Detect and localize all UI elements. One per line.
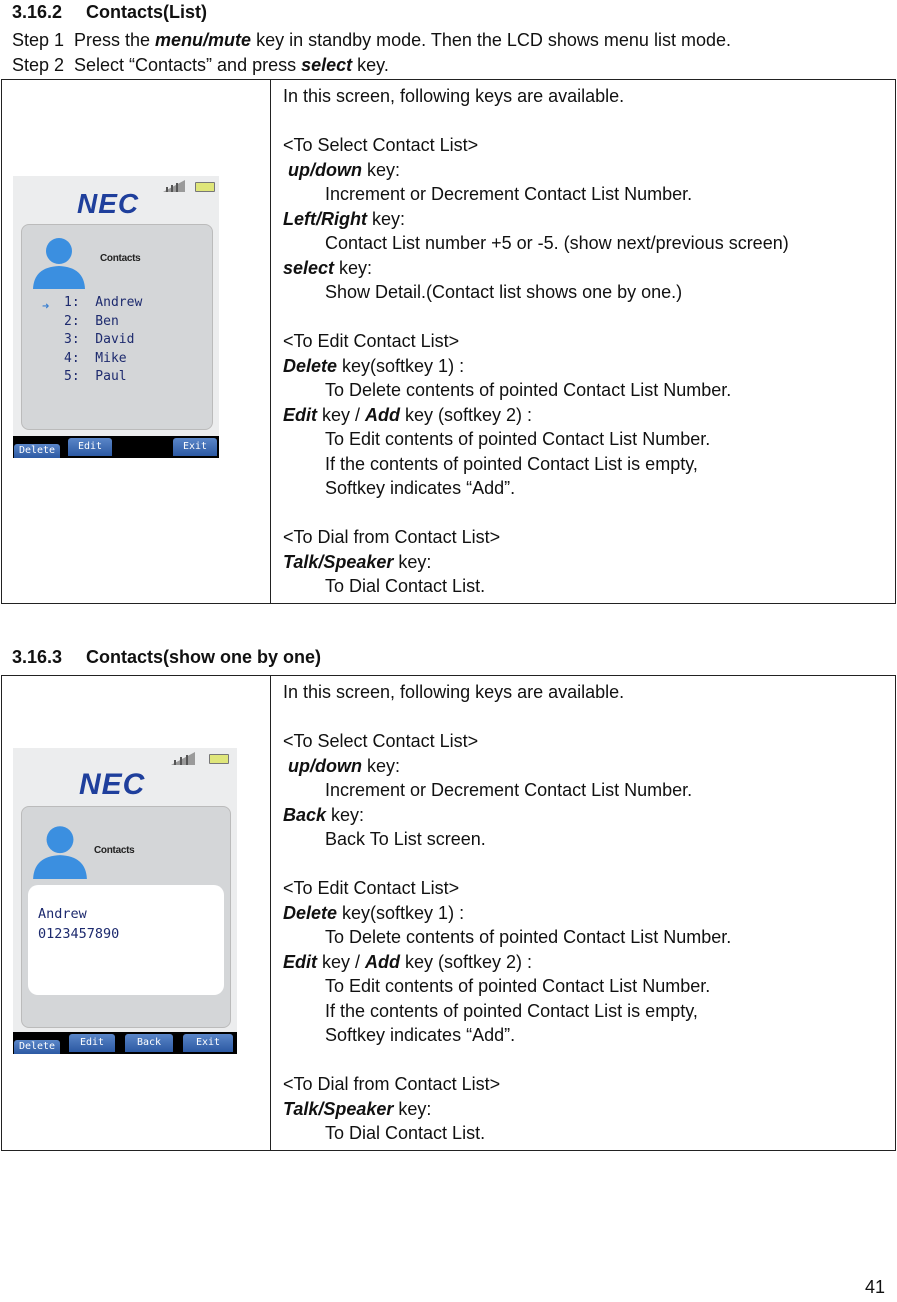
section-title: Contacts(List): [86, 2, 207, 22]
nec-logo: NEC: [79, 768, 146, 801]
softkey-exit[interactable]: Exit: [173, 438, 217, 456]
phone-screen-contact-detail: [13, 748, 237, 1054]
key-description-cell: In this screen, following keys are available. <To Select Contact List> up/down key: Increment or Decrement Contact List Number. Back key: Back To List screen. <To Edit Contact List> Delete key(softkey 1) : To Delete contents of pointed Contact List Number. Edit key / Add key (softkey 2) : To Edit contents of pointed Contact List Number. If the contents of pointed Contact List is empty, Softkey indicates “Add”. <To Dial from Contact List> Talk/Speaker key: To Dial Contact List.: [271, 676, 896, 1151]
softkey-exit[interactable]: Exit: [183, 1034, 233, 1052]
contact-list-item[interactable]: 4: Mike: [64, 350, 127, 366]
phone-screenshot-cell: [2, 80, 271, 604]
battery-icon: [209, 754, 229, 764]
section-heading-contacts-list: [12, 2, 207, 23]
contacts-screen-title: Contacts: [94, 845, 135, 856]
softkey-bar: [13, 436, 219, 458]
contacts-detail-table: [1, 675, 896, 1151]
contacts-screen-title: Contacts: [100, 253, 141, 264]
contact-avatar-icon: [30, 233, 88, 289]
contact-detail-card: [28, 885, 224, 995]
softkey-delete[interactable]: Delete: [14, 444, 60, 458]
signal-icon: [171, 752, 195, 765]
contact-list-item[interactable]: ➜ 1: Andrew: [64, 294, 142, 313]
phone-screen-contacts-list: [13, 176, 219, 458]
nec-logo: NEC: [77, 188, 140, 219]
contact-list-item[interactable]: 5: Paul: [64, 369, 127, 384]
contact-name: Andrew: [38, 906, 87, 922]
pointer-arrow-icon: ➜: [42, 299, 50, 313]
phone-screenshot-cell: [2, 676, 271, 1151]
contact-list-item[interactable]: 3: David: [64, 332, 135, 347]
contacts-panel: [21, 224, 213, 430]
step-2: Step 2 Select “Contacts” and press select key.: [12, 55, 389, 75]
section-heading-contacts-one-by-one: [12, 647, 321, 668]
contacts-panel: [21, 806, 231, 1028]
page-number: 41: [864, 1277, 885, 1297]
softkey-edit[interactable]: Edit: [68, 438, 112, 456]
contact-avatar-icon: [30, 821, 90, 879]
step-1: Step 1 Press the menu/mute key in standby mode. Then the LCD shows menu list mode.: [12, 30, 731, 50]
section-title: Contacts(show one by one): [86, 647, 322, 667]
contact-list: [42, 294, 143, 387]
battery-icon: [195, 182, 215, 192]
signal-icon: [163, 180, 185, 192]
softkey-bar: [13, 1032, 237, 1054]
key-description-cell: In this screen, following keys are available. <To Select Contact List> up/down key: Increment or Decrement Contact List Number. Left/Right key: Contact List number +5 or -5. (show next/previous screen) select key: Show Detail.(Contact list shows one by one.) <To Edit Contact List> Delete key(softkey 1) : To Delete contents of pointed Contact List Number. Edit key / Add key (softkey 2) : To Edit contents of pointed Contact List Number. If the contents of pointed Contact List is empty, Softkey indicates “Add”. <To Dial from Contact List> Talk/Speaker key: To Dial Contact List.: [271, 80, 896, 604]
contact-number: 0123457890: [38, 926, 120, 942]
contacts-list-table: [1, 79, 896, 604]
contact-list-item[interactable]: 2: Ben: [64, 313, 119, 329]
softkey-back[interactable]: Back: [125, 1034, 173, 1052]
section-number: 3.16.3: [12, 647, 63, 667]
softkey-edit[interactable]: Edit: [69, 1034, 115, 1052]
section-number: 3.16.2: [12, 2, 63, 22]
softkey-delete[interactable]: Delete: [14, 1040, 60, 1054]
